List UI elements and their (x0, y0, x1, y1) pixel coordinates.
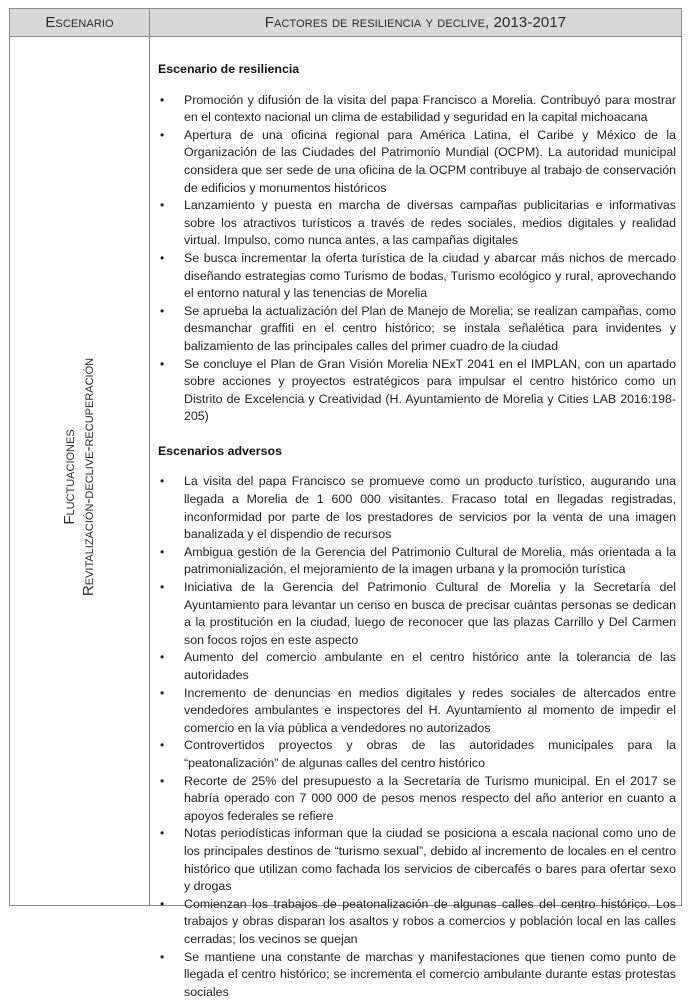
bullet-icon: • (160, 544, 164, 562)
list-item (158, 579, 676, 649)
list-item (158, 127, 676, 197)
factors-cell (158, 61, 676, 1001)
list-item (158, 949, 676, 1001)
list-item (158, 649, 676, 684)
scenario-rotated-label (60, 358, 98, 596)
header-scenario: Escenario (10, 9, 150, 36)
list-item-text: Se aprueba la actualización del Plan de Manejo de Morelia; se realizan campañas, como desmanchar graffiti en el centro histórico; se instala señalética para invidentes y balizamiento de las principales calles del primer cuadro de la ciudad (184, 304, 676, 353)
list-item-text: Recorte de 25% del presupuesto a la Secretaría de Turismo municipal. En el 2017 se habría operado con 7 000 000 de pesos menos respecto del año anterior en cuanto a apoyos federales se refiere (184, 774, 676, 823)
list-item-text: Apertura de una oficina regional para América Latina, el Caribe y México de la Organización de las Ciudades del Patrimonio Mundial (OCPM). La autoridad municipal considera que ser sede de una oficina de la OCPM contribuye al trabajo de conservación de edificios y monumentos históricos (184, 128, 676, 195)
scenario-line-2: Revitalización-declive-recuperación (79, 358, 98, 596)
resilience-list (158, 92, 676, 426)
list-item-text: Aumento del comercio ambulante en el centro histórico ante la tolerancia de las autoridades (184, 650, 676, 682)
bullet-icon: • (160, 896, 164, 914)
bullet-icon: • (160, 773, 164, 791)
bullet-icon: • (160, 473, 164, 491)
list-item-text: Comienzan los trabajos de peatonalización de algunas calles del centro histórico. Los trabajos y obras disparan los asaltos y robos a comercios y población local en las calles cerradas; los vecinos se quejan (184, 897, 676, 946)
adverse-list (158, 473, 676, 1001)
bullet-icon: • (160, 250, 164, 268)
list-item (158, 356, 676, 426)
list-item (158, 773, 676, 826)
list-item (158, 92, 676, 127)
section-spacer (158, 426, 676, 443)
list-item (158, 303, 676, 356)
list-item-text: La visita del papa Francisco se promueve como un producto turístico, augurando una llegada a Morelia de 1 600 000 visitantes. Fracaso total en llegadas registradas, inconformidad por parte de los prestadores de servicios por la venta de una imagen banalizada y el dispendio de recursos (184, 474, 676, 541)
bullet-icon: • (160, 579, 164, 597)
bullet-icon: • (160, 825, 164, 843)
section-title-resilience: Escenario de resiliencia (158, 61, 676, 79)
list-item-text: Ambigua gestión de la Gerencia del Patrimonio Cultural de Morelia, más orientada a la patrimonialización, el mejoramiento de la imagen urbana y la promoción turística (184, 545, 676, 577)
bullet-icon: • (160, 649, 164, 667)
list-item (158, 896, 676, 949)
list-item (158, 544, 676, 579)
list-item (158, 250, 676, 303)
list-item-text: Notas periodísticas informan que la ciudad se posiciona a escala nacional como uno de los principales destinos de “turismo sexual”, debido al incremento de locales en el centro histórico que utilizan como fachada los servicios de cibercafés o bares para ofertar sexo y drogas (184, 826, 676, 893)
list-item-text: Se mantiene una constante de marchas y manifestaciones que tienen como punto de llegada el centro histórico; se incrementa el comercio ambulante durante estas protestas sociales (184, 950, 676, 999)
list-item (158, 685, 676, 738)
column-divider (149, 37, 150, 905)
table-header-row (10, 9, 681, 37)
bullet-icon: • (160, 303, 164, 321)
bullet-icon: • (160, 92, 164, 110)
bullet-icon: • (160, 127, 164, 145)
list-item (158, 737, 676, 772)
bullet-icon: • (160, 197, 164, 215)
section-title-adverse: Escenarios adversos (158, 443, 676, 461)
bullet-icon: • (160, 356, 164, 374)
header-factors: Factores de resiliencia y declive, 2013-2017 (150, 9, 681, 36)
bullet-icon: • (160, 949, 164, 967)
list-item (158, 825, 676, 895)
list-item-text: Lanzamiento y puesta en marcha de diversas campañas publicitarias e informativas sobre los atractivos turísticos a través de redes sociales, medios digitales y realidad virtual. Impulso, como nunca antes, a las campañas digitales (184, 198, 676, 247)
list-item-text: Se concluye el Plan de Gran Visión Morelia NExT 2041 en el IMPLAN, con un apartado sobre acciones y proyectos estratégicos para impulsar el centro histórico como un Distrito de Excelencia y Creatividad (H. Ayuntamiento de Morelia y Cities LAB 2016:198-205) (184, 357, 676, 424)
list-item (158, 473, 676, 543)
scenario-cell (10, 37, 149, 905)
list-item-text: Iniciativa de la Gerencia del Patrimonio Cultural de Morelia y la Secretaría del Ayuntamiento para levantar un censo en busca de precisar cuántas personas se dedican a la prostitución en la ciudad, luego de reconocer que las plazas Carrillo y Del Carmen son focos rojos en este aspecto (184, 580, 676, 647)
list-item-text: Se busca incrementar la oferta turística de la ciudad y abarcar más nichos de mercado diseñando estrategias como Turismo de bodas, Turismo ecológico y rural, aprovechando el entorno natural y las tenencias de Morelia (184, 251, 676, 300)
bullet-icon: • (160, 737, 164, 755)
list-item-text: Controvertidos proyectos y obras de las autoridades municipales para la “peatonalización” de algunas calles del centro histórico (184, 738, 676, 770)
list-item (158, 197, 676, 250)
bullet-icon: • (160, 685, 164, 703)
list-item-text: Incremento de denuncias en medios digitales y redes sociales de altercados entre vendedores ambulantes e inspectores del H. Ayuntamiento al momento de impedir el comercio en la vía pública a vendedores no autorizados (184, 686, 676, 735)
resilience-factors-table (9, 8, 682, 906)
list-item-text: Promoción y difusión de la visita del papa Francisco a Morelia. Contribuyó para mostrar en el contexto nacional un clima de estabilidad y seguridad en la capital michoacana (184, 93, 676, 125)
scenario-line-1: Fluctuaciones (60, 358, 79, 596)
